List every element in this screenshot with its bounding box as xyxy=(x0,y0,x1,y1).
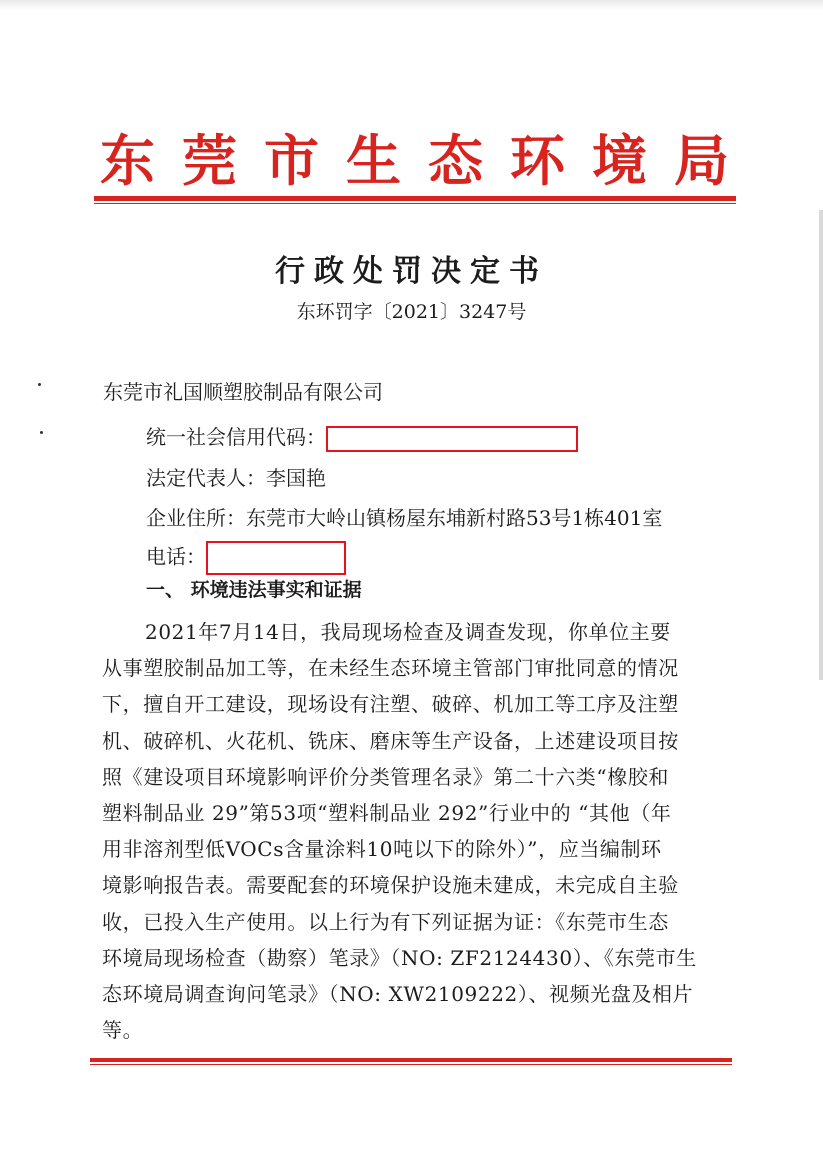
body-line: 下，擅自开工建设，现场设有注塑、破碎、机加工等工序及注塑 xyxy=(102,692,679,716)
body-line: 等。 xyxy=(102,1018,144,1042)
body-line: 2021年7月14日，我局现场检查及调查发现，你单位主要 xyxy=(145,620,671,644)
scan-edge-shadow xyxy=(0,0,823,10)
legal-rep-label: 法定代表人： xyxy=(146,466,266,490)
company-name: 东莞市礼国顺塑胶制品有限公司 xyxy=(103,380,383,404)
body-line: 用非溶剂型低VOCs含量涂料10吨以下的除外）”，应当编制环 xyxy=(102,837,662,861)
phone-redaction-box xyxy=(206,541,346,575)
body-line: 照《建设项目环境影响评价分类管理名录》第二十六类“橡胶和 xyxy=(102,765,670,789)
credit-code-redaction-box xyxy=(326,426,578,452)
document-number: 东环罚字〔2021〕3247号 xyxy=(296,301,527,323)
body-line: 从事塑胶制品加工等，在未经生态环境主管部门审批同意的情况 xyxy=(102,656,679,680)
phone-label: 电话： xyxy=(146,544,206,569)
credit-code-row xyxy=(146,422,578,452)
issuer-masthead: 东莞市生态环境局 xyxy=(100,128,757,193)
scan-speck xyxy=(38,383,41,386)
section-heading: 一、 环境违法事实和证据 xyxy=(146,579,362,601)
body-line: 境影响报告表。需要配套的环境保护设施未建成，未完成自主验 xyxy=(102,873,679,897)
body-line: 塑料制品业 29”第53项“塑料制品业 292”行业中的 “其他（年 xyxy=(102,801,672,825)
footer-rule-thick xyxy=(90,1058,732,1062)
phone-row xyxy=(146,541,346,575)
legal-rep-value: 李国艳 xyxy=(266,466,326,490)
body-line: 收，已投入生产使用。以上行为有下列证据为证：《东莞市生态 xyxy=(102,910,669,934)
address-row xyxy=(146,503,662,533)
masthead-rule-thin xyxy=(94,203,736,204)
footer-rule-thin xyxy=(90,1064,732,1065)
body-line: 环境局现场检查（勘察）笔录》（NO: ZF2124430）、《东莞市生 xyxy=(102,946,697,970)
legal-rep-row xyxy=(146,463,326,493)
masthead-rule-thick xyxy=(94,196,736,201)
scan-speck xyxy=(40,431,43,434)
address-value: 东莞市大岭山镇杨屋东埔新村路53号1栋401室 xyxy=(246,506,663,530)
body-line: 态环境局调查询问笔录》（NO: XW2109222）、视频光盘及相片 xyxy=(102,982,694,1006)
document-title: 行政处罚决定书 xyxy=(275,254,548,289)
address-label: 企业住所： xyxy=(146,506,246,530)
body-line: 机、破碎机、火花机、铣床、磨床等生产设备，上述建设项目按 xyxy=(102,729,679,753)
credit-code-label: 统一社会信用代码： xyxy=(146,425,326,449)
